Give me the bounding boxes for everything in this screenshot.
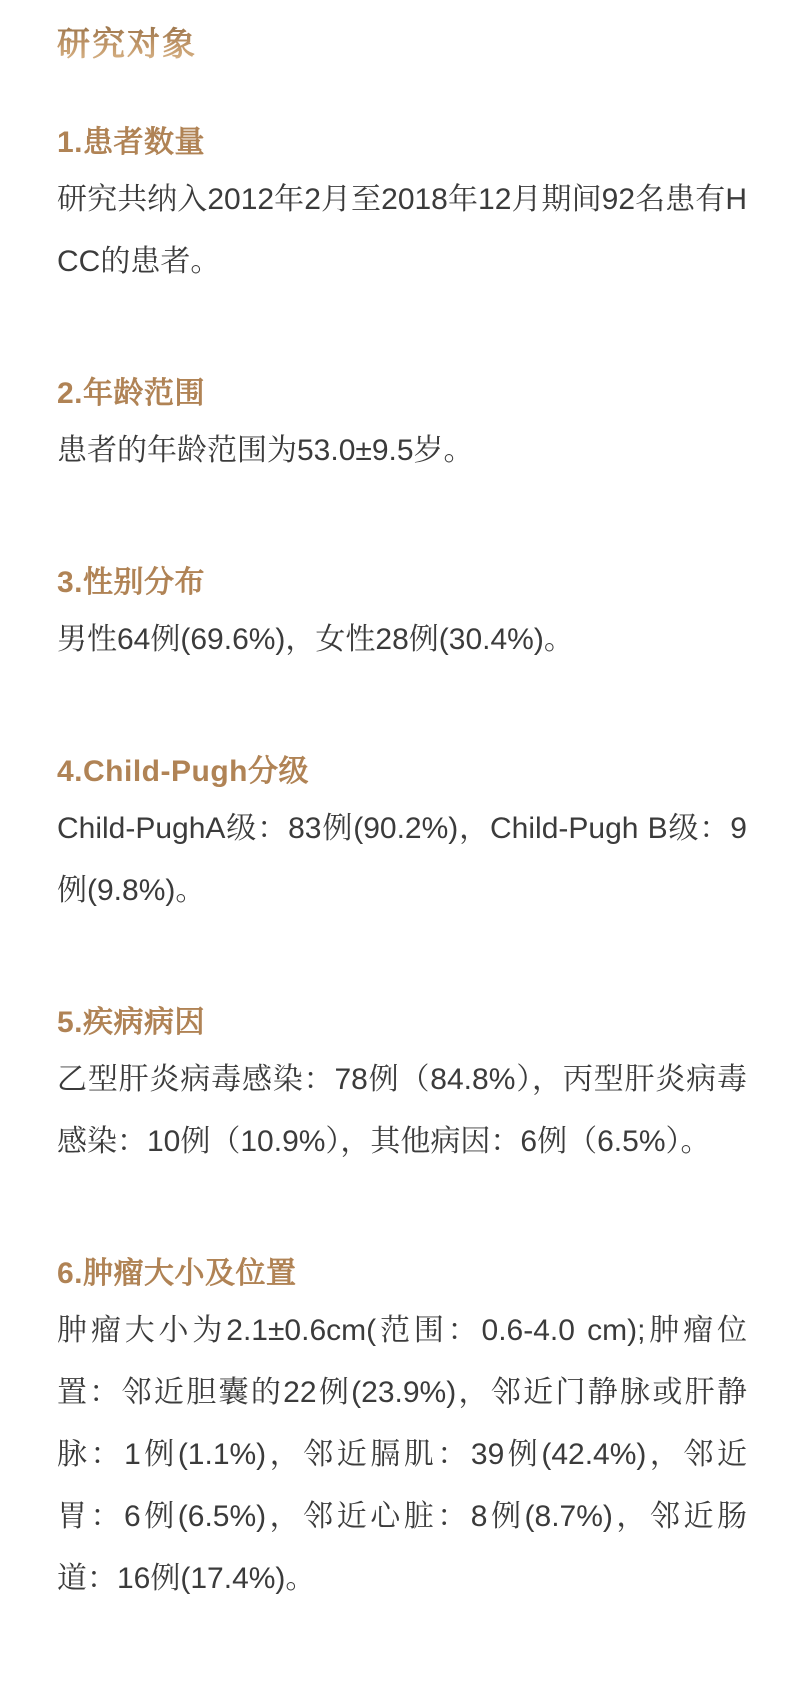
section-heading: 2.年龄范围 (57, 377, 206, 410)
section-body: Child-PughA级：83例(90.2%)，Child-Pugh B级：9例(9.8%)。 (57, 812, 747, 907)
section-disease-etiology (57, 1004, 747, 1173)
section-heading: 1.患者数量 (57, 126, 206, 159)
page-title: 研究对象 (57, 24, 197, 66)
section-tumor-size-location (57, 1255, 747, 1610)
section-age-range (57, 375, 747, 482)
section-heading: 3.性别分布 (57, 566, 206, 599)
section-gender-distribution (57, 564, 747, 671)
section-heading: 4.Child-Pugh分级 (57, 755, 309, 788)
section-child-pugh-grade (57, 753, 747, 922)
section-body: 肿瘤大小为2.1±0.6cm(范围：0.6-4.0 cm);肿瘤位置：邻近胆囊的22例(23.9%)，邻近门静脉或肝静脉：1例(1.1%)，邻近膈肌：39例(42.4%)，邻近胃：6例(6.5%)，邻近心脏：8例(8.7%)，邻近肠道：16例(17.4%)。 (57, 1314, 747, 1595)
section-patient-count (57, 124, 747, 293)
section-body: 男性64例(69.6%)，女性28例(30.4%)。 (57, 623, 574, 656)
section-body: 患者的年龄范围为53.0±9.5岁。 (57, 434, 474, 467)
section-body: 研究共纳入2012年2月至2018年12月期间92名患有HCC的患者。 (57, 183, 747, 278)
section-body: 乙型肝炎病毒感染：78例（84.8%），丙型肝炎病毒感染：10例（10.9%），其他病因：6例（6.5%）。 (57, 1063, 747, 1158)
section-heading: 6.肿瘤大小及位置 (57, 1257, 297, 1290)
section-heading: 5.疾病病因 (57, 1006, 206, 1039)
